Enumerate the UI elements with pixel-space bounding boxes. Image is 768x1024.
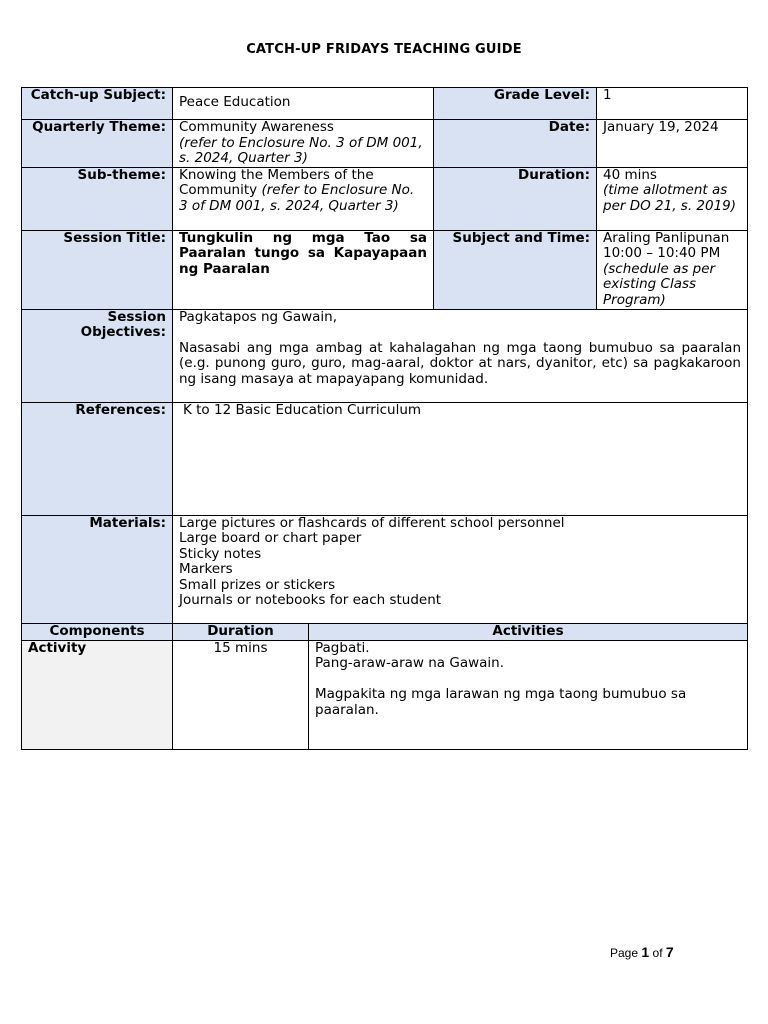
materials-cell: [173, 515, 748, 624]
subject-value: Peace Education: [173, 88, 434, 120]
grade-level-value: 1: [597, 88, 748, 120]
objectives-cell: [173, 309, 748, 402]
objectives-spacer: [179, 325, 741, 341]
objectives-body: Nasasabi ang mga ambag at kahalagahan ng mga taong bumubuo sa paaralan (e.g. punong guro, guro, mag-aaral, doktor at nars, dyanitor, etc) sa pagkakaroon ng isang masaya at mapayapang komunidad.: [179, 339, 741, 387]
date-value: January 19, 2024: [597, 120, 748, 168]
grade-level-label: Grade Level:: [434, 88, 597, 120]
duration-label: Duration:: [434, 167, 597, 230]
components-header: Components: [22, 624, 173, 641]
subject-time-note: (schedule as per existing Class Program): [603, 260, 716, 308]
session-title-label: Session Title:: [22, 230, 173, 309]
page-footer: [610, 945, 674, 962]
subject-time-subject: Araling Panlipunan: [603, 230, 730, 246]
page-word: Page: [610, 946, 639, 960]
quarterly-theme-value: Community Awareness: [179, 119, 334, 135]
references-label: References:: [22, 402, 173, 515]
quarterly-theme-note: (refer to Enclosure No. 3 of DM 001, s. 2024, Quarter 3): [179, 134, 423, 166]
duration-cell: [597, 167, 748, 230]
subtheme-label: Sub-theme:: [22, 167, 173, 230]
page-current: 1: [641, 944, 650, 960]
duration-header: Duration: [173, 624, 309, 641]
material-item: Large board or chart paper: [179, 530, 362, 546]
subtheme-cell: [173, 167, 434, 230]
materials-label: Materials:: [22, 515, 173, 624]
row-session-title: [22, 230, 748, 309]
activity-line: Pang-araw-araw na Gawain.: [315, 655, 505, 671]
components-table: [21, 623, 748, 750]
material-item: Small prizes or stickers: [179, 576, 336, 593]
table-row: [22, 640, 748, 749]
subtheme-note: (refer to Enclosure No. 3 of DM 001, s. 2024, Quarter 3): [179, 182, 415, 214]
material-item: Large pictures or flashcards of different school personnel: [179, 515, 565, 531]
references-value: K to 12 Basic Education Curriculum: [173, 402, 748, 515]
document-title: CATCH-UP FRIDAYS TEACHING GUIDE: [246, 42, 522, 57]
session-title-value: Tungkulin ng mga Tao sa Paaralan tungo sa Kapayapaan ng Paaralan: [173, 230, 434, 309]
row-materials: [22, 515, 748, 624]
objectives-intro: Pagkatapos ng Gawain,: [179, 309, 338, 325]
row-theme: [22, 120, 748, 168]
components-header-row: [22, 624, 748, 641]
subject-time-time: 10:00 – 10:40 PM: [603, 245, 721, 261]
activity-line: Magpakita ng mga larawan ng mga taong bumubuo sa paaralan.: [315, 686, 687, 718]
row-subject: [22, 88, 748, 120]
quarterly-theme-label: Quarterly Theme:: [22, 120, 173, 168]
activity-spacer: [315, 672, 741, 688]
material-item: Sticky notes: [179, 545, 262, 562]
objectives-label: Session Objectives:: [22, 309, 173, 402]
material-item: Journals or notebooks for each student: [179, 592, 442, 608]
component-activities: [309, 640, 748, 749]
activity-line: Pagbati.: [315, 640, 370, 656]
of-word: of: [652, 946, 663, 960]
row-subtheme: [22, 167, 748, 230]
row-objectives: [22, 309, 748, 402]
duration-note: (time allotment as per DO 21, s. 2019): [603, 182, 737, 214]
subject-label: Catch-up Subject:: [22, 88, 173, 120]
row-references: [22, 402, 748, 515]
component-name: Activity: [22, 640, 173, 749]
component-duration: 15 mins: [173, 640, 309, 749]
date-label: Date:: [434, 120, 597, 168]
material-item: Markers: [179, 561, 233, 577]
subject-time-label: Subject and Time:: [434, 230, 597, 309]
duration-value: 40 mins: [603, 167, 657, 183]
activities-header: Activities: [309, 624, 748, 641]
session-info-table: [21, 87, 748, 625]
subtheme-value: Knowing the Members of the Community: [179, 167, 374, 198]
quarterly-theme-cell: [173, 120, 434, 168]
subject-time-cell: [597, 230, 748, 309]
page-total: 7: [665, 944, 674, 960]
